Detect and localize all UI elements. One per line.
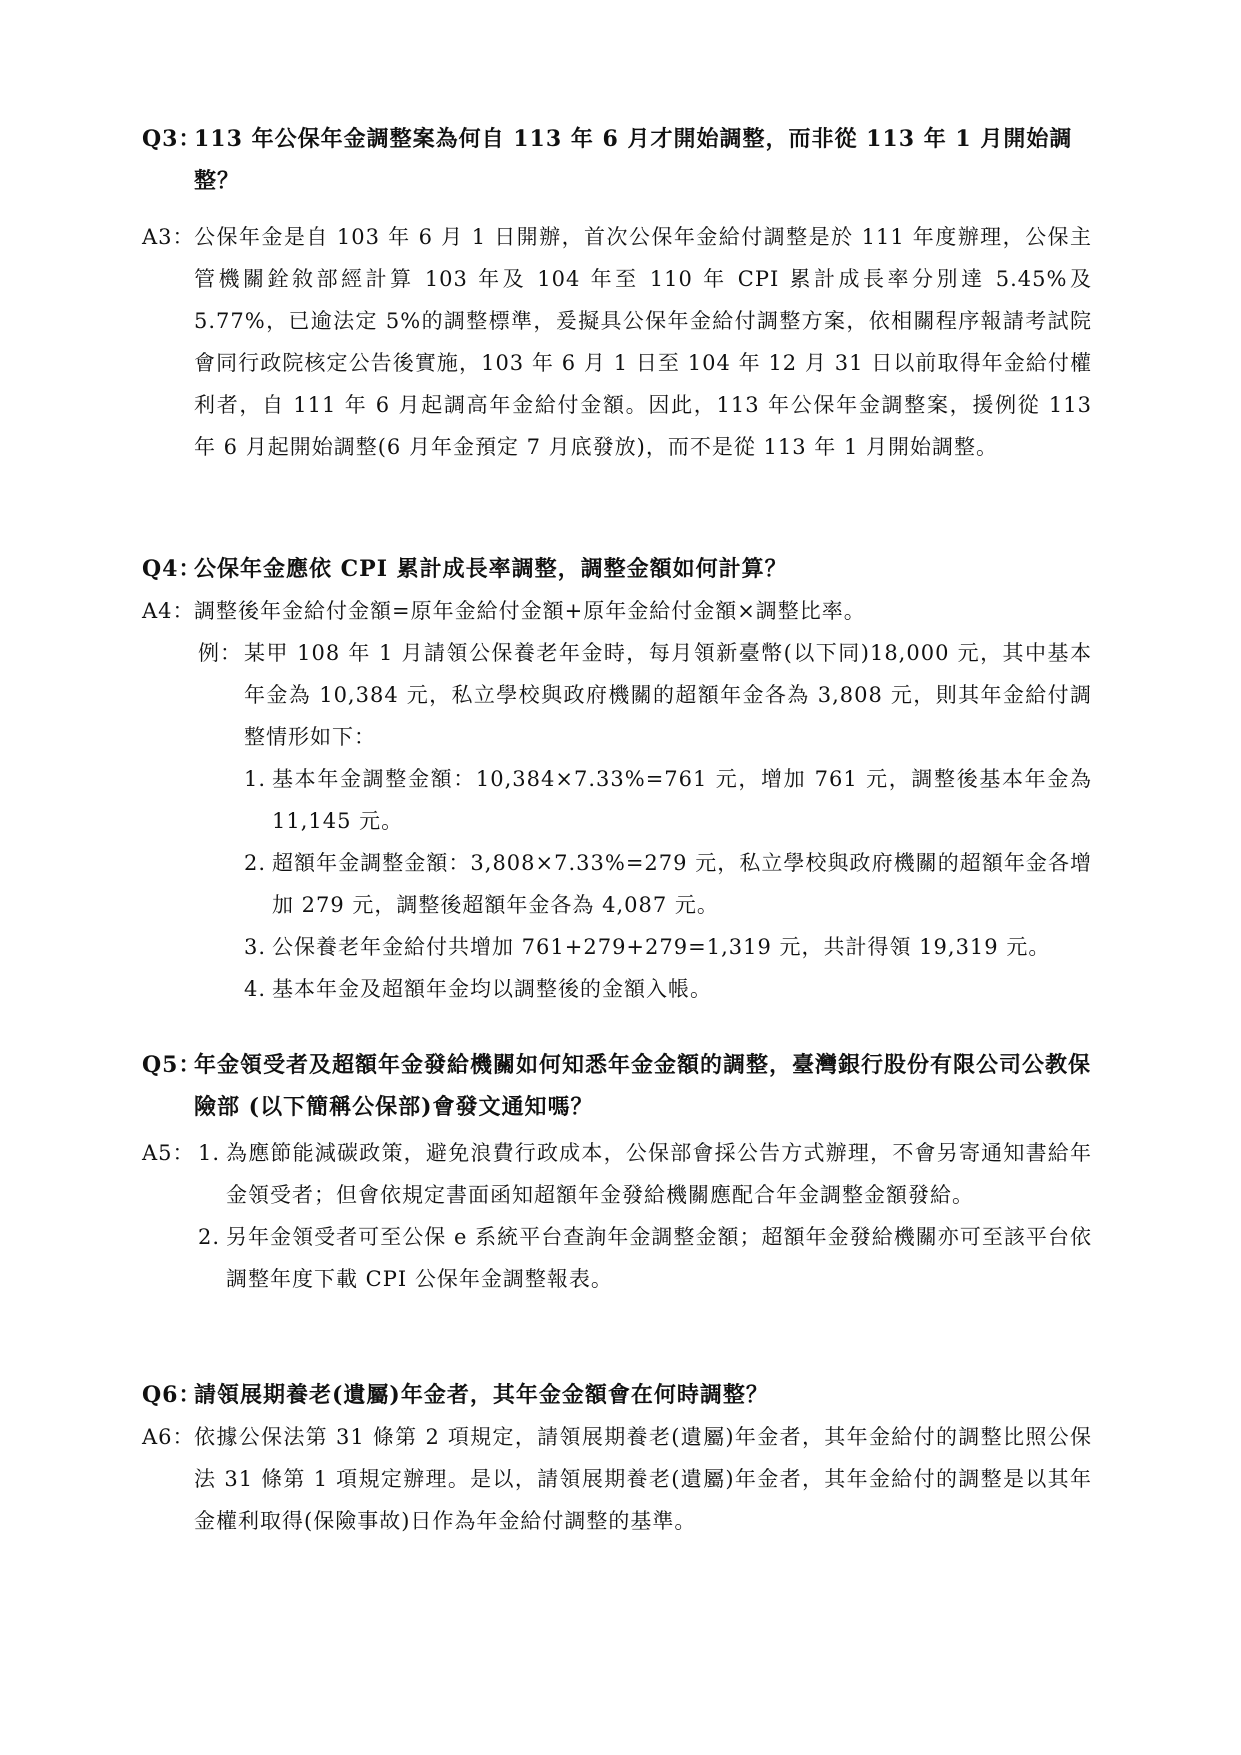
list-item-number: 4.	[244, 977, 267, 1001]
qa-section-q5	[142, 1044, 1092, 1300]
question-text: 113 年公保年金調整案為何自 113 年 6 月才開始調整，而非從 113 年 1 月開始調整？	[194, 126, 1073, 194]
example-label: 例：	[198, 641, 242, 665]
question-q6	[142, 1374, 1092, 1416]
answer-a4	[142, 590, 1092, 632]
list-item-text: 另年金領受者可至公保 e 系統平台查詢年金調整金額；超額年金發給機關亦可至該平台依調整年度下載 CPI 公保年金調整報表。	[226, 1225, 1092, 1291]
answer-a3	[142, 216, 1092, 468]
answer-label: A6：	[142, 1425, 195, 1449]
question-text: 年金領受者及超額年金發給機關如何知悉年金金額的調整，臺灣銀行股份有限公司公教保險部 (以下簡稱公保部)會發文通知嗎？	[194, 1052, 1092, 1120]
list-item	[142, 968, 1092, 1010]
question-label: Q4：	[142, 556, 202, 582]
list-item-text: 為應節能減碳政策，避免浪費行政成本，公保部會採公告方式辦理，不會另寄通知書給年金領受者；但會依規定書面函知超額年金發給機關應配合年金調整金額發給。	[226, 1141, 1092, 1207]
question-label: Q6：	[142, 1382, 202, 1408]
list-item-text: 超額年金調整金額：3,808×7.33%=279 元，私立學校與政府機關的超額年金各增加 279 元，調整後超額年金各為 4,087 元。	[272, 851, 1092, 917]
list-item	[142, 1132, 1092, 1216]
list-item-number: 2.	[198, 1225, 221, 1249]
answer-label: A5：	[142, 1141, 195, 1165]
list-item-number: 2.	[244, 851, 267, 875]
list-item	[142, 926, 1092, 968]
answer-label: A3：	[142, 225, 195, 249]
list-item-number: 3.	[244, 935, 267, 959]
list-item-text: 公保養老年金給付共增加 761+279+279=1,319 元，共計得領 19,319 元。	[272, 935, 1051, 959]
list-item-number: 1.	[244, 767, 267, 791]
answer-text: 公保年金是自 103 年 6 月 1 日開辦，首次公保年金給付調整是於 111 年度辦理，公保主管機關銓敘部經計算 103 年及 104 年至 110 年 CPI 累計成長率分別達 5.45%及 5.77%，已逾法定 5%的調整標準，爰擬具公保年金給付調整方案，依相關程序報請考試院會同行政院核定公告後實施，103 年 6 月 1 日至 104 年 12 月 31 日以前取得年金給付權利者，自 111 年 6 月起調高年金給付金額。因此，113 年公保年金調整案，援例從 113 年 6 月起開始調整(6 月年金預定 7 月底發放)，而不是從 113 年 1 月開始調整。	[194, 225, 1092, 459]
qa-section-q6	[142, 1374, 1092, 1542]
question-q3	[142, 118, 1092, 202]
answer-text: 調整後年金給付金額=原年金給付金額+原年金給付金額×調整比率。	[194, 599, 866, 623]
example-text: 某甲 108 年 1 月請領公保養老年金時，每月領新臺幣(以下同)18,000 元，其中基本年金為 10,384 元，私立學校與政府機關的超額年金各為 3,808 元，則其年金給付調整情形如下：	[244, 641, 1092, 749]
list-item-text: 基本年金及超額年金均以調整後的金額入帳。	[272, 977, 712, 1001]
qa-section-q4	[142, 548, 1092, 1010]
question-text: 請領展期養老(遺屬)年金者，其年金金額會在何時調整？	[194, 1382, 769, 1408]
list-item	[142, 1216, 1092, 1300]
question-q4	[142, 548, 1092, 590]
qa-section-q3	[142, 118, 1092, 468]
answer-label: A4：	[142, 599, 195, 623]
answer-text: 依據公保法第 31 條第 2 項規定，請領展期養老(遺屬)年金者，其年金給付的調整比照公保法 31 條第 1 項規定辦理。是以，請領展期養老(遺屬)年金者，其年金給付的調整是以其年金權利取得(保險事故)日作為年金給付調整的基準。	[194, 1425, 1092, 1533]
list-item-number: 1.	[198, 1141, 221, 1165]
list-item-text: 基本年金調整金額：10,384×7.33%=761 元，增加 761 元，調整後基本年金為 11,145 元。	[272, 767, 1092, 833]
question-text: 公保年金應依 CPI 累計成長率調整，調整金額如何計算？	[194, 556, 788, 582]
answer-a6	[142, 1416, 1092, 1542]
question-label: Q5：	[142, 1052, 202, 1078]
example-block	[142, 632, 1092, 758]
list-item	[142, 842, 1092, 926]
question-q5	[142, 1044, 1092, 1128]
list-item	[142, 758, 1092, 842]
question-label: Q3：	[142, 126, 202, 152]
